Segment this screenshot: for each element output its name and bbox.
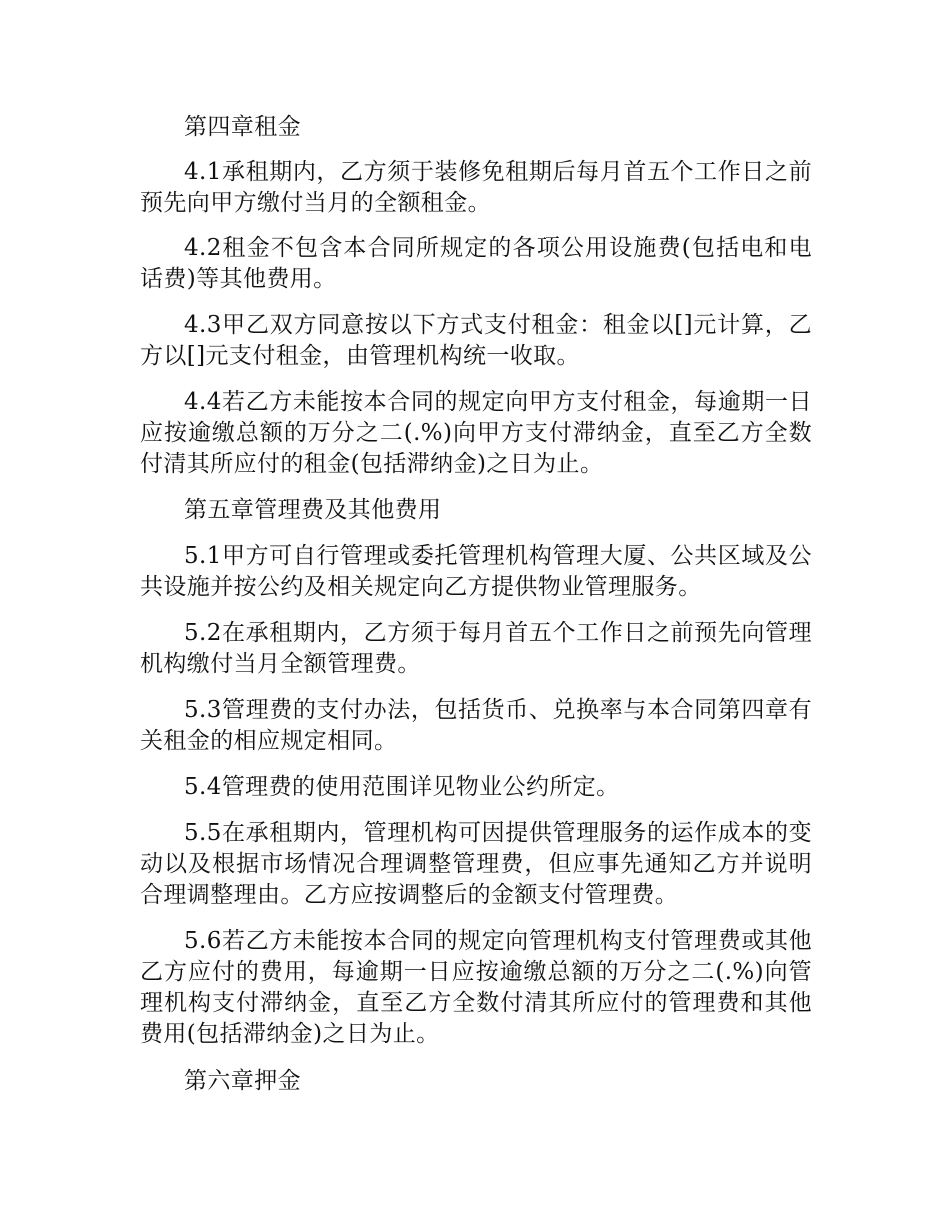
clause-4-4: 4.4若乙方未能按本合同的规定向甲方支付租金，每逾期一日应按逾缴总额的万分之二(.%)向甲方支付滞纳金，直至乙方全数付清其所应付的租金(包括滞纳金)之日为止。 <box>140 389 812 477</box>
clause-5-4: 5.4管理费的使用范围详见物业公约所定。 <box>184 774 620 800</box>
chapter-5-heading: 第五章管理费及其他费用 <box>184 497 442 523</box>
clause-5-3: 5.3管理费的支付办法，包括货币、兑换率与本合同第四章有关租金的相应规定相同。 <box>140 697 812 754</box>
clause-4-1: 4.1承租期内，乙方须于装修免租期后每月首五个工作日之前预先向甲方缴付当月的全额租金。 <box>140 159 812 216</box>
clause-5-5: 5.5在承租期内，管理机构可因提供管理服务的运作成本的变动以及根据市场情况合理调整管理费，但应事先通知乙方并说明合理调整理由。乙方应按调整后的金额支付管理费。 <box>140 820 812 908</box>
clause-5-6: 5.6若乙方未能按本合同的规定向管理机构支付管理费或其他乙方应付的费用，每逾期一日应按逾缴总额的万分之二(.%)向管理机构支付滞纳金，直至乙方全数付清其所应付的管理费和其他费用(包括滞纳金)之日为止。 <box>140 928 812 1047</box>
clause-5-1: 5.1甲方可自行管理或委托管理机构管理大厦、公共区域及公共设施并按公约及相关规定向乙方提供物业管理服务。 <box>140 543 812 600</box>
clause-4-3: 4.3甲乙双方同意按以下方式支付租金：租金以[]元计算，乙方以[]元支付租金，由管理机构统一收取。 <box>140 312 812 369</box>
clause-5-2: 5.2在承租期内，乙方须于每月首五个工作日之前预先向管理机构缴付当月全额管理费。 <box>140 620 812 677</box>
chapter-6-heading: 第六章押金 <box>184 1068 301 1094</box>
chapter-4-heading: 第四章租金 <box>184 114 301 140</box>
clause-4-2: 4.2租金不包含本合同所规定的各项公用设施费(包括电和电话费)等其他费用。 <box>140 235 812 292</box>
